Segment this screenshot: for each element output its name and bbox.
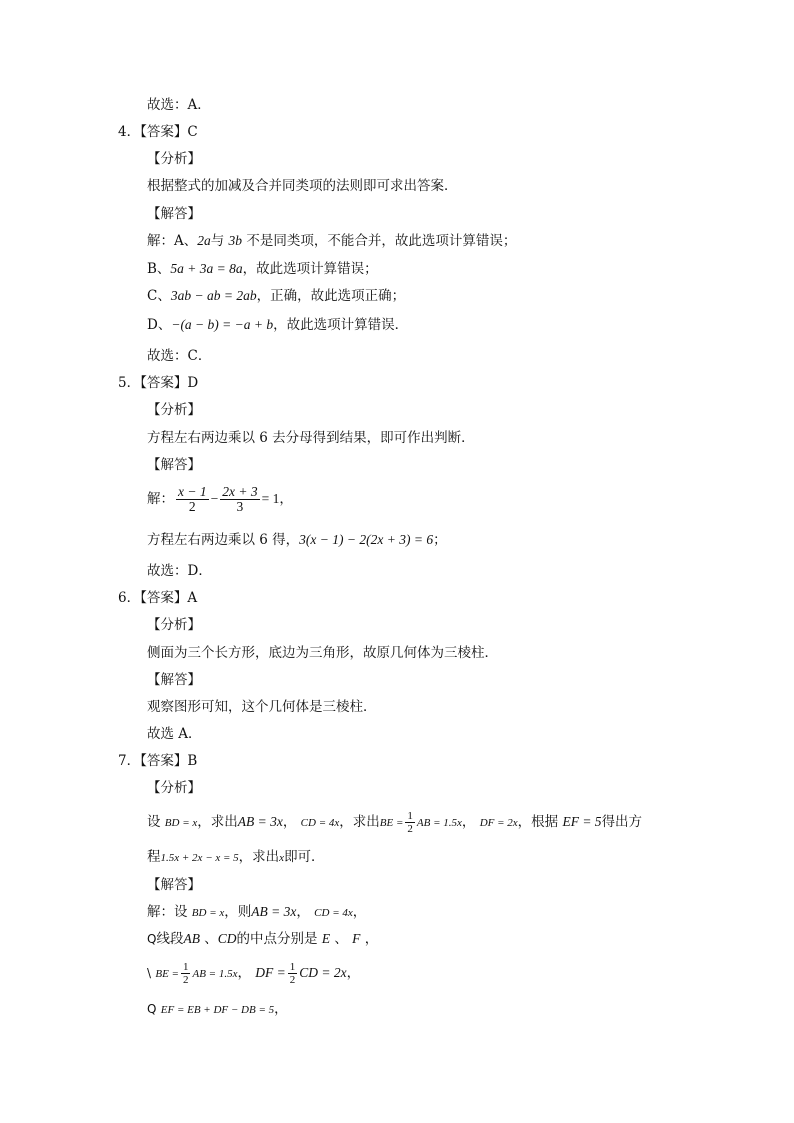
q6-answer-heading: 6．【答案】A xyxy=(118,590,198,606)
text: ， xyxy=(274,1001,288,1017)
text: ，则 xyxy=(224,904,252,920)
math: AB = 1.5x xyxy=(192,968,238,980)
math: 1.5x + 2x − x = 5 xyxy=(160,852,239,864)
q4-analysis-label: 【分析】 xyxy=(147,151,201,167)
because-symbol: Q xyxy=(147,932,157,946)
q6-final-answer: 故选 A． xyxy=(147,726,202,742)
math: EF = EB + DF − DB = 5 xyxy=(160,1004,275,1016)
text: ，正确，故此选项正确； xyxy=(256,288,406,304)
text: 即可． xyxy=(284,849,325,865)
math: F xyxy=(352,931,361,946)
math: AB = 3x xyxy=(237,814,283,829)
math: BD = x xyxy=(191,907,225,919)
text: ， xyxy=(364,931,379,947)
text: 与 xyxy=(210,233,225,249)
q6-analysis-label: 【分析】 xyxy=(147,617,201,633)
q5-final-answer: 故选：D． xyxy=(147,563,212,579)
q4-option-d xyxy=(147,316,408,334)
math: EF = 5 xyxy=(562,814,602,829)
text: ； xyxy=(433,532,447,548)
text: ，求出 xyxy=(238,849,280,865)
numerator: 2x + 3 xyxy=(222,484,258,499)
text: 解：A、 xyxy=(147,233,198,249)
text: ，求出 xyxy=(339,814,380,830)
fraction xyxy=(176,485,209,514)
fraction-half xyxy=(288,961,298,986)
therefore-symbol: \ xyxy=(147,966,152,980)
text: ， xyxy=(296,904,310,920)
math: CD = 4x xyxy=(300,817,340,829)
q4-option-a xyxy=(147,232,516,250)
math: DF = 2x xyxy=(479,817,518,829)
numerator: 1 xyxy=(182,961,189,973)
fraction xyxy=(220,485,259,514)
math: BD = x xyxy=(164,817,198,829)
q5-analysis-label: 【分析】 xyxy=(147,402,201,418)
q6-solution-text: 观察图形可知，这个几何体是三棱柱． xyxy=(147,699,377,715)
text: 、 xyxy=(334,931,348,947)
math: CD = 2x xyxy=(299,965,347,980)
q4-answer-heading: 4．【答案】C xyxy=(118,124,198,140)
math: x xyxy=(279,852,285,864)
text: 解： xyxy=(147,491,174,507)
math: −(a − b) = −a + b xyxy=(171,317,274,332)
text: 设 xyxy=(147,814,161,830)
q7-step-2 xyxy=(147,930,378,948)
q4-final-answer: 故选：C． xyxy=(147,348,212,364)
math: CD xyxy=(217,931,237,946)
q7-analysis-line-2 xyxy=(147,848,325,867)
math: BE = xyxy=(155,968,179,980)
text: ，根据 xyxy=(517,814,559,830)
fraction-half xyxy=(181,961,191,986)
q5-equation xyxy=(147,484,293,514)
q4-solution-label: 【解答】 xyxy=(147,206,201,222)
q5-answer-heading: 5．【答案】D xyxy=(118,375,199,391)
numerator: 1 xyxy=(289,961,296,973)
q5-solution-label: 【解答】 xyxy=(147,457,201,473)
q5-analysis-text: 方程左右两边乘以 6 去分母得到结果，即可作出判断． xyxy=(147,430,475,446)
q4-analysis-text: 根据整式的加减及合并同类项的法则即可求出答案． xyxy=(147,178,458,194)
text: 程 xyxy=(147,849,161,865)
q7-step-1 xyxy=(147,903,366,922)
q4-option-c xyxy=(147,287,405,305)
text: B、 xyxy=(147,261,171,277)
math: = 1 xyxy=(261,491,280,506)
text: 不是同类项，不能合并，故此选项计算错误； xyxy=(246,233,517,249)
text: 线段 xyxy=(156,931,184,947)
math: 2a xyxy=(197,233,211,248)
denominator: 2 xyxy=(182,974,189,986)
math: 3(x − 1) − 2(2x + 3) = 6 xyxy=(299,532,434,547)
because-symbol: Q xyxy=(147,1002,157,1016)
text: D、 xyxy=(147,317,172,333)
text: ，故此选项计算错误． xyxy=(273,317,409,333)
text: ， xyxy=(461,814,476,830)
text: ， xyxy=(237,965,251,981)
math: 3ab − ab = 2ab xyxy=(170,288,257,303)
denominator: 2 xyxy=(188,499,196,514)
minus-sign: − xyxy=(210,491,219,506)
denominator: 2 xyxy=(407,823,413,835)
prev-answer-line: 故选：A． xyxy=(147,97,211,113)
math: AB = 1.5x xyxy=(416,817,462,829)
math: 3b xyxy=(228,233,243,248)
q4-option-b xyxy=(147,260,378,278)
math: BE = xyxy=(379,817,404,829)
math: 5a + 3a = 8a xyxy=(170,261,243,276)
text: 方程左右两边乘以 6 得， xyxy=(147,532,300,548)
numerator: 1 xyxy=(407,810,413,822)
text: ， xyxy=(282,814,297,830)
q7-step-3 xyxy=(147,958,360,989)
text: C、 xyxy=(147,288,171,304)
text: 解：设 xyxy=(147,904,188,920)
math: AB xyxy=(183,931,200,946)
q6-analysis-text: 侧面为三个长方形，底边为三角形，故原几何体为三棱柱． xyxy=(147,645,498,661)
q7-analysis-label: 【分析】 xyxy=(147,780,201,796)
math: DF = xyxy=(255,965,286,980)
denominator: 3 xyxy=(236,499,244,514)
q6-solution-label: 【解答】 xyxy=(147,672,201,688)
text: ， xyxy=(346,965,361,981)
text: ， xyxy=(352,904,367,920)
text: 的中点分别是 xyxy=(236,931,318,947)
q7-solution-label: 【解答】 xyxy=(147,877,201,893)
q7-step-4 xyxy=(147,1000,288,1019)
numerator: x − 1 xyxy=(178,484,207,499)
q7-analysis-line-1 xyxy=(147,807,642,838)
text: 、 xyxy=(204,931,218,947)
math: AB = 3x xyxy=(251,904,297,919)
text: ， xyxy=(279,491,293,507)
text: 得出方 xyxy=(601,814,643,830)
fraction-half xyxy=(405,810,415,835)
text: ，求出 xyxy=(197,814,238,830)
math: CD = 4x xyxy=(314,907,353,919)
denominator: 2 xyxy=(289,974,296,986)
q5-multiply-step xyxy=(147,531,447,549)
math: E xyxy=(321,931,331,946)
text: ，故此选项计算错误； xyxy=(242,261,378,277)
q7-answer-heading: 7．【答案】B xyxy=(118,753,198,769)
